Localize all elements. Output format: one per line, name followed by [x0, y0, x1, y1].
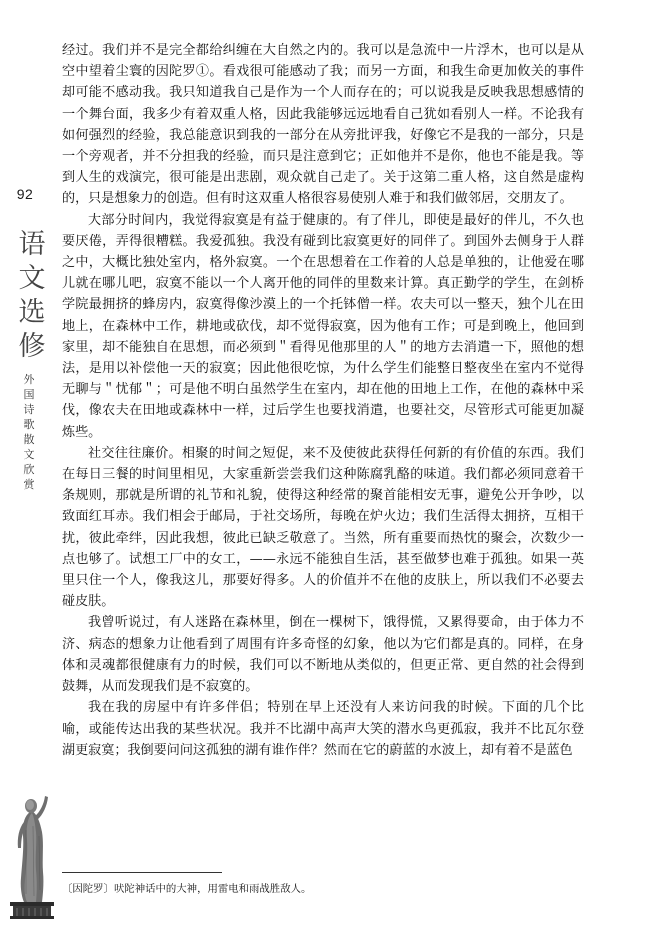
vertical-book-title [10, 228, 54, 364]
vertical-subtitle-char: 外 [23, 373, 35, 386]
vertical-subtitle-char: 歌 [23, 418, 35, 431]
paragraph: 经过。我们并不是完全都给纠缠在大自然之内的。我可以是急流中一片浮木，也可以是从空中望着尘寰的因陀罗①。看戏很可能感动了我；而另一方面，和我生命更加攸关的事件却可能不感动我。我只知道我自己是作为一个人而存在的；可以说我是反映我思想感情的一个舞台面，我多少有着双重人格，因此我能够远远地看自己犹如看别人一样。不论我有如何强烈的经验，我总能意识到我的一部分在从旁批评我，好像它不是我的一部分，只是一个旁观者，并不分担我的经验，而只是注意到它；正如他并不是你，他也不能是我。等到人生的戏演完，很可能是出悲剧，观众就自己走了。关于这第二重人格，这自然是虚构的，只是想象力的创造。但有时这双重人格很容易使别人难于和我们做邻居，交朋友了。 [62, 43, 584, 207]
vertical-title-char: 语 [18, 229, 46, 260]
vertical-subtitle-char: 欣 [23, 463, 35, 476]
vertical-title-char: 文 [18, 263, 46, 294]
statue-illustration-icon [4, 790, 60, 920]
footnote-divider [62, 872, 222, 873]
vertical-subtitle-char: 文 [23, 448, 35, 461]
vertical-book-subtitle [16, 372, 42, 492]
vertical-title-char: 选 [18, 297, 46, 328]
paragraph: 大部分时间内，我觉得寂寞是有益于健康的。有了伴儿，即使是最好的伴儿，不久也要厌倦，弄得很糟糕。我爱孤独。我没有碰到比寂寞更好的同伴了。到国外去侧身于人群之中，大概比独处室内，格外寂寞。一个在思想着在工作着的人总是单独的，让他爱在哪儿就在哪儿吧，寂寞不能以一个人离开他的同伴的里数来计算。真正勤学的学生，在剑桥学院最拥挤的蜂房内，寂寞得像沙漠上的一个托钵僧一样。农夫可以一整天，独个儿在田地上，在森林中工作，耕地或砍伐，却不觉得寂寞，因为他有工作；可是到晚上，他回到家里，却不能独自在思想，而必须到＂看得见他那里的人＂的地方去消遣一下，照他的想法，是用以补偿他一天的寂寞；因此他很吃惊，为什么学生们能整日整夜坐在室内不觉得无聊与＂忧郁＂；可是他不明白虽然学生在室内，却在他的田地上工作，在他的森林中采伐，像农夫在田地或森林中一样，过后学生也要找消遣，也要社交，尽管形式可能更加凝炼些。 [62, 212, 584, 440]
vertical-subtitle-char: 赏 [23, 478, 35, 491]
article-body [62, 40, 584, 761]
paragraph: 我在我的房屋中有许多伴侣；特别在早上还没有人来访问我的时候。下面的几个比喻，或能传达出我的某些状况。我并不比湖中高声大笑的潜水鸟更孤寂，我并不比瓦尔登湖更寂寞；我倒要问问这孤独的湖有谁作伴？然而在它的蔚蓝的水波上，却有着不是蓝色 [62, 700, 584, 758]
vertical-subtitle-char: 国 [23, 388, 35, 401]
vertical-title-char: 修 [18, 331, 46, 362]
paragraph: 我曾听说过，有人迷路在森林里，倒在一棵树下，饿得慌，又累得要命，由于体力不济、病态的想象力让他看到了周围有许多奇怪的幻象，他以为它们都是真的。同样，在身体和灵魂都很健康有力的时候，我们可以不断地从类似的，但更正常、更自然的社会得到鼓舞，从而发现我们是不寂寞的。 [62, 615, 584, 695]
left-margin-column [0, 0, 60, 950]
vertical-subtitle-char: 诗 [23, 403, 35, 416]
page-number: 92 [16, 186, 34, 202]
footnote [62, 882, 562, 897]
vertical-subtitle-char: 散 [23, 433, 35, 446]
footnote-text: 〔因陀罗〕吠陀神话中的大神，用雷电和雨战胜敌人。 [62, 883, 312, 895]
paragraph: 社交往往廉价。相聚的时间之短促，来不及使彼此获得任何新的有价值的东西。我们在每日三餐的时间里相见，大家重新尝尝我们这种陈腐乳酪的味道。我们都必须同意着干条规则，那就是所谓的礼节和礼貌，使得这种经常的聚首能相安无事，避免公开争吵，以致面红耳赤。我们相会于邮局，于社交场所，每晚在炉火边；我们生活得太拥挤，互相干扰，彼此牵绊，因此我想，彼此已缺乏敬意了。当然，所有重要而热忱的聚会，次数少一点也够了。试想工厂中的女工，——永远不能独自生活，甚至做梦也难于孤独。如果一英里只住一个人，像我这儿，那要好得多。人的价值并不在他的皮肤上，所以我们不必要去碰皮肤。 [62, 445, 584, 610]
